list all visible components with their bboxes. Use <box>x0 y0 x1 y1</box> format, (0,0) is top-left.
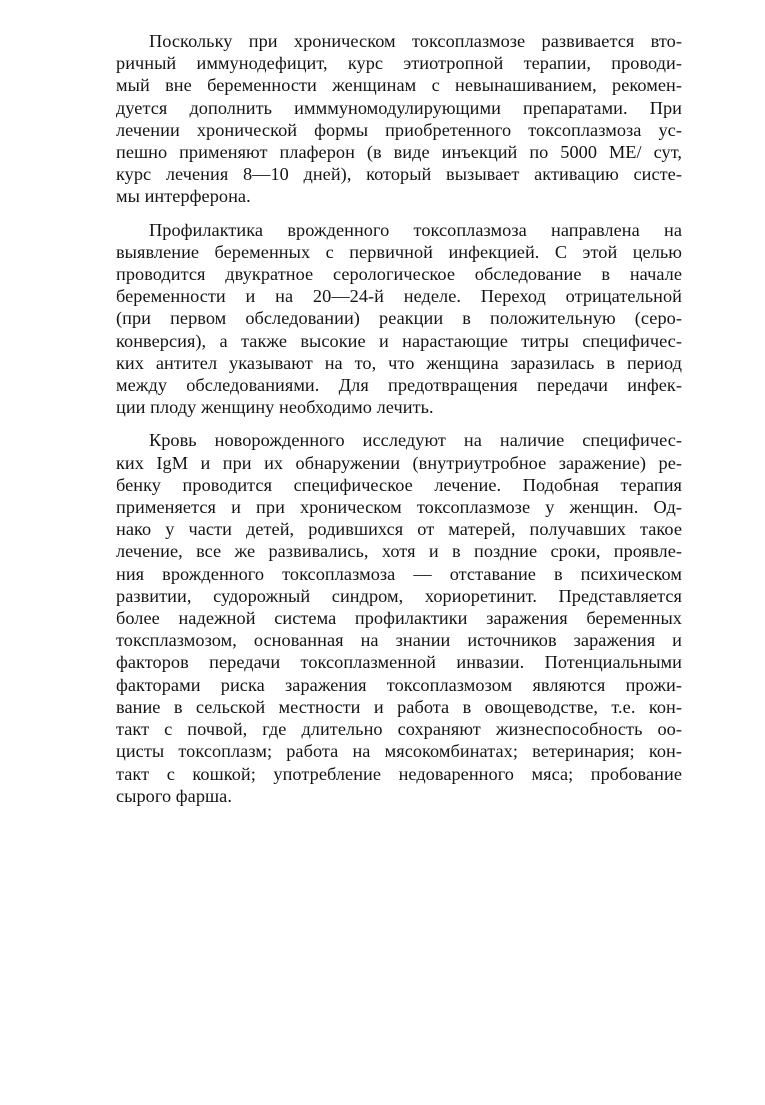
text-line: ния врожденного токсоплазмоза — отставание в психическом <box>116 563 682 584</box>
text-line: нако у части детей, родившихся от матерей, получавших такое <box>116 519 682 540</box>
text-line: мый вне беременности женщинам с невынашиванием, рекомен- <box>116 75 682 96</box>
text-line: ких антител указывают на то, что женщина заразилась в период <box>116 352 682 373</box>
text-line: более надежной система профилактики заражения беременных <box>116 608 682 629</box>
text-line: между обследованиями. Для предотвращения передачи инфек- <box>116 375 682 396</box>
text-line: пешно применяют плаферон (в виде инъекций по 5000 МЕ/ сут, <box>116 142 682 163</box>
paragraph-congenital-prevention <box>116 219 682 419</box>
text-line: вание в сельской местности и работа в овощеводстве, т.е. кон- <box>116 696 682 717</box>
text-line: ких IgM и при их обнаружении (внутриутробное заражение) ре- <box>116 452 682 473</box>
text-line: конверсия), а также высокие и нарастающие титры специфичес- <box>116 330 682 351</box>
text-line: (при первом обследовании) реакции в положительную (серо- <box>116 308 682 329</box>
text-line: такт с кошкой; употребление недоваренного мяса; пробование <box>116 763 682 784</box>
text-line: бенку проводится специфическое лечение. Подобная терапия <box>116 474 682 495</box>
text-line: Поскольку при хроническом токсоплазмозе развивается вто- <box>149 31 682 51</box>
text-line: беременности и на 20—24-й неделе. Переход отрицательной <box>116 286 682 307</box>
text-line: токсплазмозом, основанная на знании источников заражения и <box>116 630 682 651</box>
text-line: лечение, все же развивались, хотя и в поздние сроки, проявле- <box>116 541 682 562</box>
text-line: ричный иммунодефицит, курс этиотропной терапии, проводи- <box>116 53 682 74</box>
text-line: дуется дополнить имммуномодулирующими препаратами. При <box>116 97 682 118</box>
text-line: выявление беременных с первичной инфекцией. С этой целью <box>116 241 682 262</box>
page-text-block <box>116 30 682 818</box>
text-line: проводится двукратное серологическое обследование в начале <box>116 264 682 285</box>
text-line: цисты токсоплазм; работа на мясокомбинатах; ветеринария; кон- <box>116 741 682 762</box>
text-line: курс лечения 8—10 дней), который вызывает активацию систе- <box>116 164 682 185</box>
text-line: ции плоду женщину необходимо лечить. <box>116 397 434 418</box>
text-line: лечении хронической формы приобретенного токсоплазмоза ус- <box>116 119 682 140</box>
paragraph-newborn-testing-and-risk-factors <box>116 429 682 806</box>
text-line: факторами риска заражения токсоплазмозом являются прожи- <box>116 674 682 695</box>
text-line: такт с почвой, где длительно сохраняют жизнеспособность оо- <box>116 719 682 740</box>
text-line: сырого фарша. <box>116 785 232 806</box>
text-line: Профилактика врожденного токсоплазмоза направлена на <box>149 219 682 240</box>
text-line: Кровь новорожденного исследуют на наличие специфичес- <box>149 430 682 451</box>
text-line: применяется и при хроническом токсоплазмозе у женщин. Од- <box>116 497 682 518</box>
paragraph-chronic-toxoplasmosis-therapy <box>116 30 682 208</box>
text-line: мы интерферона. <box>116 186 251 207</box>
text-line: развитии, судорожный синдром, хориоретинит. Представляется <box>116 585 682 606</box>
text-line: факторов передачи токсоплазменной инвазии. Потенциальными <box>116 652 682 673</box>
